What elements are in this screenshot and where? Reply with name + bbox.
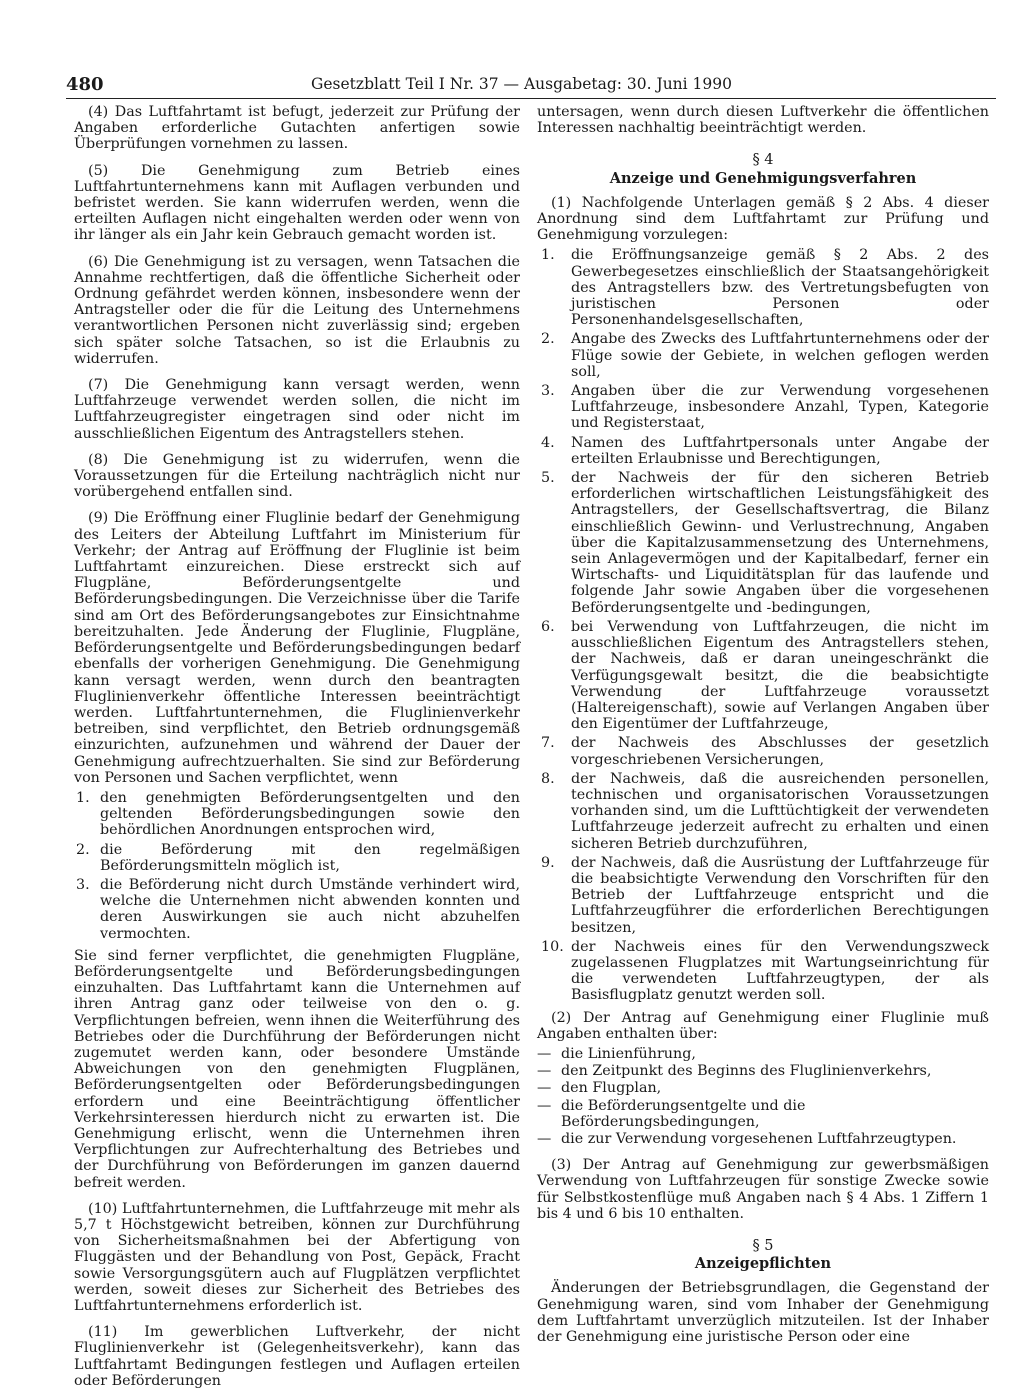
item-number: 1. [76,789,90,806]
section-5-mark: § 5 [752,1238,774,1254]
item-number: 4. [541,434,555,451]
paragraph-9-continued: Sie sind ferner verpflichtet, die genehmigten Flugpläne, Beförderungsentgelte und Beförderungsbedingungen einzuhalten. Das Luftfahrtamt kann die Unternehmen auf ihren Antrag ganz oder teilweise von den o. g. Verpflichtungen befreien, wenn ihnen die Weiterführung des Betriebes oder die Durchführung der Beförderungen nicht zugemutet werden kann, oder besondere Umstände Abweichungen von den genehmigten Flugplänen, Beförderungsentgelten oder Beförderungsbedingungen erfordern und eine Beeinträchtigung öffentlicher Verkehrsinteressen hierdurch nicht zu erwarten ist. Die Genehmigung erlischt, wenn die Unternehmen ihren Verpflichtungen zur Aufrechterhaltung des Betriebes und der Durchführung von Beförderungen im ganzen dauernd befreit werden. [74,947,520,1191]
section-4-paragraph-3: (3) Der Antrag auf Genehmigung zur gewerbsmäßigen Verwendung von Luftfahrzeugen für sonstige Zwecke sowie für Selbstkostenflüge muß Angaben nach § 4 Abs. 1 Ziffern 1 bis 4 und 6 bis 10 enthalten. [537,1157,989,1222]
item-text: die Eröffnungsanzeige gemäß § 2 Abs. 2 des Gewerbegesetzes einschließlich der Staatsangehörigkeit des Antragstellers bzw. des Vertretungsbefugten von juristischen Personen oder Personenhandelsgesellschaften, [571,247,989,329]
item-text: der Nachweis, daß die ausreichenden personellen, technischen und organisatorischen Voraussetzungen vorhanden sind, um die Lufttüchtigkeit der verwendeten Luftfahrzeuge jederzeit aufrecht zu erhalten und einen sicheren Betrieb durchzuführen, [571,770,989,852]
item-number: 5. [541,470,555,487]
item-text: der Nachweis, daß die Ausrüstung der Luftfahrzeuge für die beabsichtigte Verwendung den Vorschriften für den Betrieb der Luftfahrzeuge entspricht und die Luftfahrzeugführer die erforderlichen Berechtigungen besitzen, [571,854,989,936]
right-column [537,104,989,1345]
list-item [74,877,520,942]
section-4-title: Anzeige und Genehmigungsverfahren [609,169,917,187]
left-column [74,104,520,1389]
item-number: 1. [541,247,555,264]
list-item [537,435,989,467]
list-item [537,939,989,1004]
condition-list [74,790,520,942]
paragraph-10: (10) Luftfahrtunternehmen, die Luftfahrzeuge mit mehr als 5,7 t Höchstgewicht betreiben, können zur Durchführung von Sicherheitsmaßnahmen bei der Abfertigung von Fluggästen und der Behandlung von Post, Gepäck, Fracht sowie Versorgungsgütern auch auf Flugplätzen verpflichtet werden, soweit dieses zur Sicherheit des Betriebes des Luftfahrtunternehmens erforderlich ist. [74,1200,520,1315]
section-5-title: Anzeigepflichten [694,1255,832,1273]
dash-mark: — [537,1045,552,1062]
paragraph-9: (9) Die Eröffnung einer Fluglinie bedarf der Genehmigung des Leiters der Abteilung Luftfahrt im Ministerium für Verkehr; der Antrag auf Eröffnung der Fluglinie ist beim Luftfahrtamt einzureichen. Diese erstreckt sich auf Flugpläne, Beförderungsentgelte und Beförderungsbedingungen. Die Verzeichnisse über die Tarife sind am Ort des Beförderungsangebotes zur Einsichtnahme bereitzuhalten. Jede Änderung der Fluglinie, Flugpläne, Beförderungsentgelte und Beförderungsbedingungen bedarf ebenfalls der vorherigen Genehmigung. Die Genehmigung kann versagt werden, wenn durch den beantragten Fluglinienverkehr öffentliche Interessen beeinträchtigt werden. Luftfahrtunternehmen, die Fluglinienverkehr betreiben, sind verpflichtet, den Betrieb ordnungsgemäß einzurichten, aufzunehmen und während der Dauer der Genehmigung aufrechtzuerhalten. Sie sind zur Beförderung von Personen und Sachen verpflichtet, wenn [74,510,520,786]
dash-mark: — [537,1063,552,1080]
dash-item [537,1098,989,1130]
list-item [537,855,989,936]
section-4-mark: § 4 [752,152,774,169]
item-number: 3. [76,876,90,893]
paragraph-8: (8) Die Genehmigung ist zu widerrufen, wenn die Voraussetzungen für die Erteilung nachträglich nicht nur vorübergehend entfallen sind. [74,451,520,501]
item-number: 10. [541,938,564,955]
item-number: 7. [541,735,555,752]
item-text: Angaben über die zur Verwendung vorgesehenen Luftfahrzeuge, insbesondere Anzahl, Typen, Kategorie und Registerstaat, [571,383,989,432]
dash-text: die zur Verwendung vorgesehenen Luftfahrzeugtypen. [561,1130,957,1147]
paragraph-4: (4) Das Luftfahrtamt ist befugt, jederzeit zur Prüfung der Angaben erforderliche Gutachten anfertigen sowie Überprüfungen vornehmen zu lassen. [74,104,520,153]
item-number: 9. [541,854,555,871]
paragraph-5: (5) Die Genehmigung zum Betrieb eines Luftfahrtunternehmens kann mit Auflagen verbunden und befristet werden. Sie kann widerrufen werden, wenn die erteilten Auflagen nicht eingehalten werden oder wenn von ihr länger als ein Jahr kein Gebrauch gemacht worden ist. [74,162,520,244]
list-item [537,247,989,328]
list-item [537,735,989,767]
list-item [74,790,520,839]
dash-mark: — [537,1080,552,1097]
item-text: der Nachweis eines für den Verwendungszweck zugelassenen Flugplatzes mit Wartungseinrichtung für die verwendeten Luftfahrzeugtypen, der als Basisflugplatz genutzt werden soll. [571,938,989,1004]
item-text: die Beförderung mit den regelmäßigen Beförderungsmitteln möglich ist, [100,841,520,874]
item-text: der Nachweis des Abschlusses der gesetzlich vorgeschriebenen Versicherungen, [571,735,989,768]
item-text: bei Verwendung von Luftfahrzeugen, die nicht im ausschließlichen Eigentum des Antragstellers stehen, der Nachweis, daß er daran uneingeschränkt die Verfügungsgewalt besitzt, die die beabsichtigte Verwendung der Luftfahrzeuge voraussetzt (Haltereigenschaft), sowie auf Verlangen Angaben über den Eigentümer der Luftfahrzeuge, [571,618,989,733]
section-4-paragraph-1: (1) Nachfolgende Unterlagen gemäß § 2 Abs. 4 dieser Anordnung sind dem Luftfahrtamt zur Prüfung und Genehmigung vorzulegen: [537,194,989,244]
list-item [537,383,989,432]
list-item [537,470,989,616]
carry-over-text: untersagen, wenn durch diesen Luftverkehr die öffentlichen Interessen nachhaltig beeinträchtigt werden. [537,104,989,137]
item-number: 2. [541,331,555,348]
item-number: 6. [541,618,555,635]
item-text: den genehmigten Beförderungsentgelten und den geltenden Beförderungsbedingungen sowie den behördlichen Anordnungen entsprochen wird, [100,789,520,839]
item-number: 3. [541,383,555,400]
running-title: Gesetzblatt Teil I Nr. 37 — Ausgabetag: 30. Juni 1990 [311,75,732,93]
dash-mark: — [537,1130,552,1147]
page-header [66,74,996,99]
item-text: der Nachweis der für den sicheren Betrieb erforderlichen wirtschaftlichen Leistungsfähigkeit des Antragstellers, der Gesellschaftsvertrag, die Bilanz einschließlich Gewinn- und Verlustrechnung, Angaben über die Kapitalzusammensetzung des Unternehmens, sein Anlagevermögen und der Kapitalbedarf, ferner ein Wirtschafts- und Liquiditätsplan für das laufende und folgende Jahr sowie Angaben über die vorgesehenen Beförderungsentgelte und -bedingungen, [571,470,989,616]
list-item [537,619,989,732]
item-number: 2. [76,841,90,858]
paragraph-6: (6) Die Genehmigung ist zu versagen, wenn Tatsachen die Annahme rechtfertigen, daß die öffentliche Sicherheit oder Ordnung gefährdet werden können, insbesondere wenn der Antragsteller oder die für die Leitung des Unternehmens verantwortlichen Personen nicht zuverlässig sind; ergeben sich später solche Tatsachen, so ist die Erlaubnis zu widerrufen. [74,253,520,367]
dash-text: den Flugplan, [561,1080,662,1097]
item-number: 8. [541,770,555,787]
paragraph-11: (11) Im gewerblichen Luftverkehr, der nicht Fluglinienverkehr ist (Gelegenheitsverkehr), kann das Luftfahrtamt Bedingungen festlegen und Auflagen erteilen oder Beförderungen [74,1324,520,1389]
list-item [537,331,989,380]
section-4-paragraph-2: (2) Der Antrag auf Genehmigung einer Fluglinie muß Angaben enthalten über: [537,1009,989,1042]
dash-text: die Beförderungsentgelte und die Beförderungsbedingungen, [561,1097,806,1130]
section-5-paragraph: Änderungen der Betriebsgrundlagen, die Gegenstand der Genehmigung waren, sind vom Inhaber der Genehmigung dem Luftfahrtamt unverzüglich mitzuteilen. Ist der Inhaber der Genehmigung eine juristische Person oder eine [537,1280,989,1346]
requirement-dash-list [537,1046,989,1147]
list-item [537,771,989,852]
page-number: 480 [66,74,104,95]
item-text: Angabe des Zwecks des Luftfahrtunternehmens oder der Flüge sowie der Gebiete, in welchen geflogen werden soll, [571,331,989,380]
dash-item [537,1131,989,1147]
dash-mark: — [537,1097,552,1114]
item-text: Namen des Luftfahrtpersonals unter Angabe der erteilten Erlaubnisse und Berechtigungen, [571,434,989,467]
document-list [537,247,989,1003]
dash-text: die Linienführung, [561,1045,696,1062]
item-text: die Beförderung nicht durch Umstände verhindert wird, welche die Unternehmen nicht abwenden konnten und deren Auswirkungen sie auch nicht abzuhelfen vermochten. [100,876,520,942]
list-item [74,842,520,874]
dash-item [537,1080,989,1096]
dash-item [537,1063,989,1079]
dash-text: den Zeitpunkt des Beginns des Fluglinienverkehrs, [561,1063,932,1080]
paragraph-7: (7) Die Genehmigung kann versagt werden, wenn Luftfahrzeuge verwendet werden sollen, die nicht im Luftfahrzeugregister eingetragen sind oder nicht im ausschließlichen Eigentum des Antragstellers stehen. [74,377,520,442]
dash-item [537,1046,989,1062]
